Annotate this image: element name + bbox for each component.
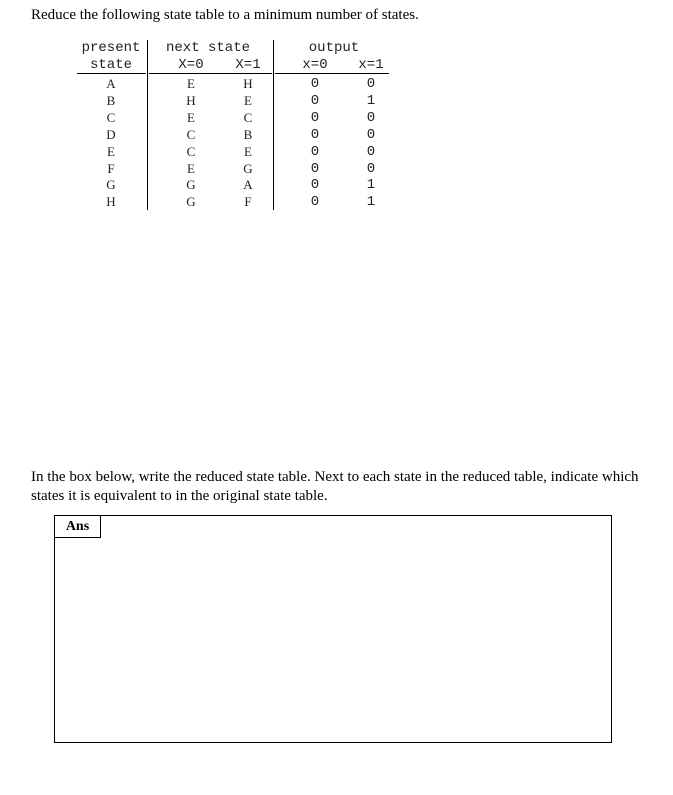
out-x1-cell: 1: [366, 177, 376, 194]
out-x0-cell: 0: [310, 194, 320, 211]
header-underline-next: [149, 73, 272, 74]
state-cell: C: [106, 109, 116, 125]
out-x0-cell: 0: [310, 143, 320, 160]
next-x0-cell: C: [186, 126, 196, 142]
state-cell: E: [107, 143, 115, 159]
out-x0-cell: 0: [310, 177, 320, 194]
next-x1-cell: F: [244, 194, 252, 210]
header-out-x0: x=0: [302, 57, 328, 73]
header-present: present: [81, 40, 141, 56]
column-divider-2: [273, 40, 274, 210]
next-x0-cell: E: [187, 76, 195, 91]
column-divider-1: [147, 40, 148, 210]
header-next-state: next state: [165, 40, 250, 56]
out-x1-cell: 0: [366, 160, 376, 177]
state-cell: F: [107, 160, 115, 176]
answer-box[interactable]: [54, 515, 612, 743]
header-output: output: [308, 40, 360, 56]
state-table: [77, 40, 389, 212]
next-x0-cell: G: [186, 177, 196, 193]
next-x0-cell: H: [186, 92, 196, 108]
answer-label: Ans: [55, 516, 101, 538]
next-x0-cell: E: [187, 160, 195, 176]
out-x1-cell: 0: [366, 76, 376, 92]
state-cell: B: [106, 92, 116, 108]
next-x1-cell: H: [243, 76, 253, 91]
instruction-text: In the box below, write the reduced state table. Next to each state in the reduced table, indicate which states it is equivalent to in the original state table.: [31, 469, 639, 504]
next-x0-cell: E: [187, 109, 195, 125]
out-x0-cell: 0: [310, 126, 320, 143]
next-x1-cell: E: [244, 92, 252, 108]
header-underline-state: [77, 73, 146, 74]
state-cell: D: [106, 126, 116, 142]
out-x1-cell: 1: [366, 92, 376, 109]
header-underline-output: [275, 73, 389, 74]
next-x1-cell: A: [243, 177, 253, 193]
header-next-x0: X=0: [178, 57, 204, 73]
out-x1-cell: 1: [366, 194, 376, 211]
header-out-x1: x=1: [358, 57, 384, 73]
state-cell: A: [106, 76, 116, 91]
out-x0-cell: 0: [310, 160, 320, 177]
header-state: state: [89, 57, 132, 73]
out-x0-cell: 0: [310, 76, 320, 92]
out-x1-cell: 0: [366, 143, 376, 160]
out-x1-cell: 0: [366, 109, 376, 126]
next-x1-cell: G: [243, 160, 253, 176]
state-cell: G: [106, 177, 116, 193]
out-x0-cell: 0: [310, 109, 320, 126]
state-cell: H: [106, 194, 116, 210]
next-x1-cell: B: [243, 126, 253, 142]
question-text: Reduce the following state table to a minimum number of states.: [31, 7, 419, 23]
header-next-x1: X=1: [235, 57, 261, 73]
next-x1-cell: E: [244, 143, 252, 159]
out-x0-cell: 0: [310, 92, 320, 109]
out-x1-cell: 0: [366, 126, 376, 143]
next-x0-cell: C: [186, 143, 196, 159]
next-x0-cell: G: [186, 194, 196, 210]
next-x1-cell: C: [243, 109, 253, 125]
